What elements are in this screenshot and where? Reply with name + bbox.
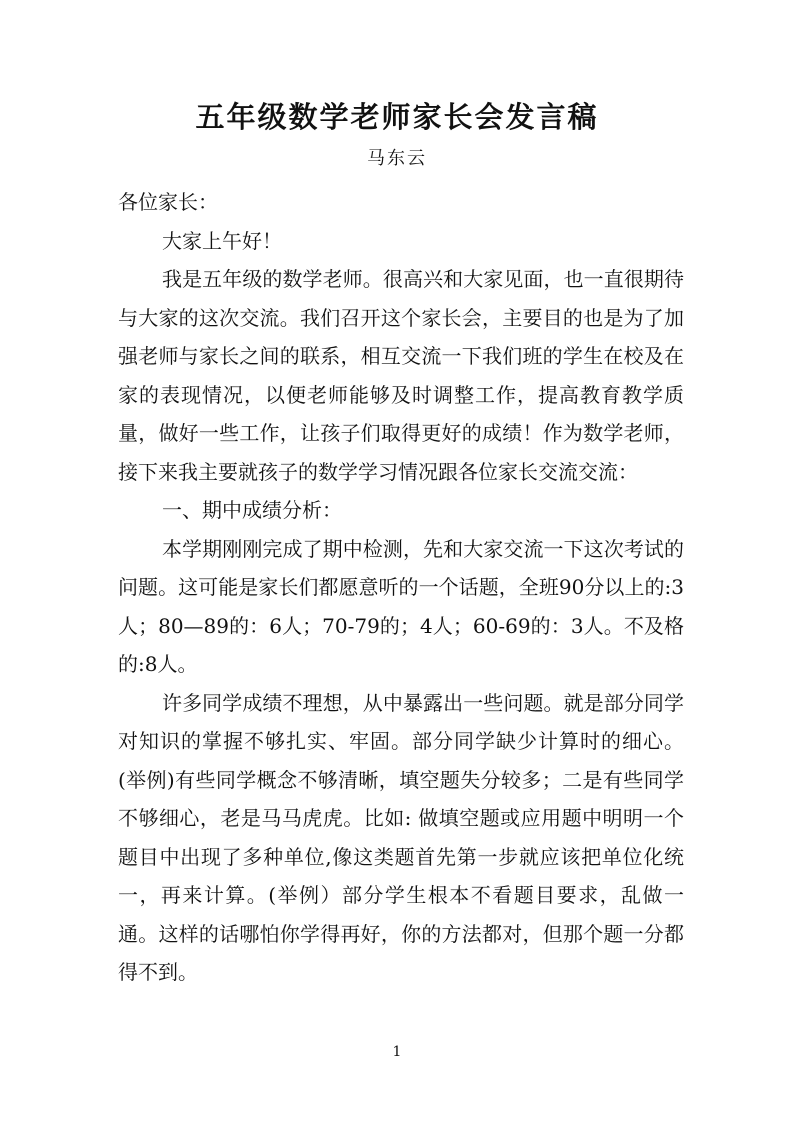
greeting: 大家上午好！ <box>162 228 282 253</box>
section-heading-midterm-analysis: 一、期中成绩分析： <box>162 498 342 522</box>
document-body <box>118 183 684 992</box>
salutation: 各位家长： <box>118 190 218 214</box>
paragraph-problems-analysis: 许多同学成绩不理想，从中暴露出一些问题。就是部分同学对知识的掌握不够扎实、牢固。部分同学缺少计算时的细心。(举例)有些同学概念不够清晰，填空题失分较多；二是有些同学不够细心，老是马马虎虎。比如: 做填空题或应用题中明明一个题目中出现了多种单位,像这类题首先第一步就应该把单位化统一，再来计算。(举例）部分学生根本不看题目要求，乱做一通。这样的话哪怕你学得再好，你的方法都对，但那个题一分都得不到。 <box>118 690 684 984</box>
paragraph-score-statistics: 本学期刚刚完成了期中检测，先和大家交流一下这次考试的问题。这可能是家长们都愿意听的一个话题，全班90分以上的:3人；80—89的：6人；70-79的；4人；60-69的：3人。不及格的:8人。 <box>118 536 684 676</box>
author-name: 马东云 <box>367 148 427 169</box>
page-number: 1 <box>392 1044 402 1060</box>
document-title: 五年级数学老师家长会发言稿 <box>195 100 599 134</box>
paragraph-intro: 我是五年级的数学老师。很高兴和大家见面，也一直很期待与大家的这次交流。我们召开这个家长会，主要目的也是为了加强老师与家长之间的联系，相互交流一下我们班的学生在校及在家的表现情况，以便老师能够及时调整工作，提高教育教学质量，做好一些工作，让孩子们取得更好的成绩！作为数学老师，接下来我主要就孩子的数学学习情况跟各位家长交流交流： <box>118 267 684 484</box>
